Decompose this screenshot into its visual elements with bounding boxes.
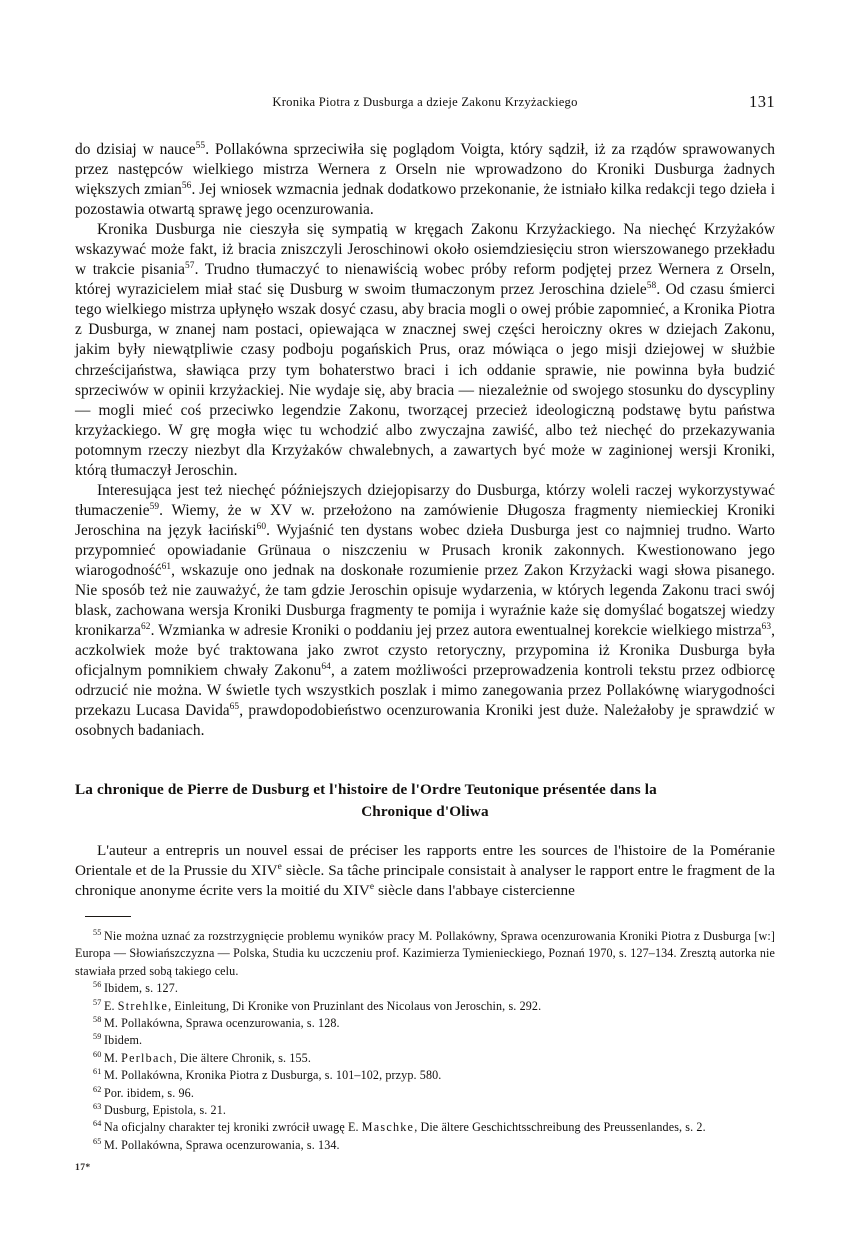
footnotes-list	[75, 928, 775, 1154]
footnote-text: E. Strehlke, Einleitung, Di Kronike von Pruzinlant des Nicolaus von Jeroschin, s. 292.	[104, 998, 542, 1013]
footnote-number: 60	[93, 1049, 102, 1059]
page-number: 131	[749, 92, 775, 111]
footnote-text: Ibidem.	[104, 1033, 143, 1048]
footnote-text: Ibidem, s. 127.	[104, 981, 179, 996]
summary-heading-line-2: Chronique d'Oliwa	[361, 803, 489, 820]
footnote-number: 65	[93, 1136, 102, 1146]
footnote-item	[75, 998, 775, 1015]
footnote-item	[75, 1067, 775, 1084]
footnote-item	[75, 1137, 775, 1154]
running-head-title: Kronika Piotra z Dusburga a dzieje Zakonu Krzyżackiego	[272, 95, 578, 109]
footnote-item	[75, 1050, 775, 1067]
summary-text	[75, 841, 775, 901]
running-head	[75, 92, 775, 115]
footnote-item	[75, 1119, 775, 1136]
footnote-number: 57	[93, 997, 102, 1007]
footnote-text: Por. ibidem, s. 96.	[104, 1085, 194, 1100]
footnote-text: Dusburg, Epistola, s. 21.	[104, 1103, 227, 1118]
footnote-text: Na oficjalny charakter tej kroniki zwrócił uwagę E. Maschke, Die ältere Geschichtsschreibung des Preussenlandes, s. 2.	[104, 1120, 706, 1135]
summary-paragraph: L'auteur a entrepris un nouvel essai de préciser les rapports entre les sources de l'histoire de la Poméranie Orientale et de la Prussie du XIVe siècle. Sa tâche principale consistait à analyser le rapport entre le fragment de la chronique anonyme écrite vers la moitié du XIVe siècle dans l'abbaye cistercienne	[75, 842, 775, 900]
footnote-number: 61	[93, 1067, 102, 1077]
footnote-number: 56	[93, 980, 102, 990]
footnote-text: M. Perlbach, Die ältere Chronik, s. 155.	[104, 1050, 311, 1065]
footnote-number: 58	[93, 1015, 102, 1024]
footnote-separator	[85, 916, 131, 917]
summary-heading	[75, 779, 775, 823]
footnote-item	[75, 928, 775, 980]
footnote-text: M. Pollakówna, Kronika Piotra z Dusburga, s. 101–102, przyp. 580.	[104, 1068, 442, 1083]
footnote-text: Nie można uznać za rozstrzygnięcie problemu wyników pracy M. Pollakówny, Sprawa ocenzurowania Kroniki Piotra z Dusburga [w:] Europa — Słowiańszczyzna — Polska, Studia ku uczczeniu prof. Kazimierza Tymienieckiego, Poznań 1970, s. 127–134. Zresztą autorka nie stawiała przed sobą takiego celu.	[75, 929, 775, 978]
paragraph: Interesująca jest też niechęć późniejszych dziejopisarzy do Dusburga, którzy woleli raczej wykorzystywać tłumaczenie$^{59}$. Wiemy, że w XV w. przełożono na zamówienie Długosza fragmenty niemieckiej Kroniki Jeroschina na język łaciński$^{60}$. Wyjaśnić ten dystans wobec dzieła Dusburga jest co najmniej trudno. Warto przypomnieć opowiadanie Grünaua o niszczeniu w Prusach kronik zakonnych. Kwestionowano jego wiarogodność$^{61}$, wskazuje ono jednak na doskonałe rozumienie przez Zakon Krzyżacki wagi słowa pisanego. Nie sposób też nie zauważyć, że tam gdzie Jeroschin opisuje wydarzenia, w których legenda Zakonu traci swój blask, zachowana wersja Kroniki Dusburga fragmenty te pomija i wyraźnie każe się domyślać bogatszej wiedzy kronikarza$^{62}$. Wzmianka w adresie Kroniki o poddaniu jej przez autora ewentualnej korekcie wielkiego mistrza$^{63}$, aczkolwiek może być traktowana jako zwrot czysto retoryczny, przypomina iż Kronika Dusburga była oficjalnym pomnikiem chwały Zakonu$^{64}$, a zatem możliwości przeprowadzenia kontroli tekstu przez odbiorcę odrzucić nie można. W świetle tych wszystkich poszlak i mimo zanegowania przez Pollakównę wiarygodności przekazu Lucasa Davida$^{65}$, prawdopodobieństwo ocenzurowania Kroniki jest duże. Należałoby je sprawdzić w osobnych badaniach.	[75, 481, 775, 740]
paragraph: Kronika Dusburga nie cieszyła się sympatią w kręgach Zakonu Krzyżackiego. Na niechęć Krzyżaków wskazywać może fakt, iż bracia zniszczyli Jeroschinowi około osiemdziesięciu stron wierszowanego przekładu w trakcie pisania$^{57}$. Trudno tłumaczyć to nienawiścią wobec próby reform podjętej przez Wernera z Orseln, której wyrazicielem miał stać się Dusburg w swoim tłumaczonym przez Jeroschina dziele$^{58}$. Od czasu śmierci tego wielkiego mistrza upłynęło wszak dosyć czasu, aby bracia mogli o owej próbie zapomnieć, a Kronika Piotra z Dusburga, w znanej nam postaci, opiewająca w znacznej swej części heroiczny okres w dziejach Zakonu, jakim były niewątpliwie czasy podboju pogańskich Prus, oraz mówiąca o jego misji dziejowej w służbie chrześcijaństwa, sławiąca przy tym bohaterstwo braci i ich oddanie sprawie, nie powinna była budzić sprzeciwów w opinii krzyżackiej. Nie wydaje się, aby bracia — niezależnie od swojego stosunku do dyscypliny — mogli mieć coś przeciwko legendzie Zakonu, tworzącej przecież ideologiczną podstawę bytu państwa krzyżackiego. W grę mogła więc tu wchodzić albo zwyczajna zawiść, albo też niechęć do przekazywania potomnym rzeczy niezbyt dla Krzyżaków chwalebnych, a zawartych być może w zaginionej wersji Kroniki, którą tłumaczył Jeroschin.	[75, 221, 775, 479]
footnote-text: M. Pollakówna, Sprawa ocenzurowania, s. 134.	[104, 1137, 340, 1152]
paragraph: do dzisiaj w nauce$^{55}$. Pollakówna sprzeciwiła się poglądom Voigta, który sądził, iż za rządów sprawowanych przez następców wielkiego mistrza Wernera z Orseln nie wprowadzono do Kroniki Dusburga żadnych większych zmian$^{56}$. Jej wniosek wzmacnia jednak dodatkowo przekonanie, że istniało kilka redakcji tego dzieła i pozostawia otwartą sprawę jego ocenzurowania.	[75, 140, 776, 219]
footnote-number: 62	[93, 1084, 102, 1094]
footnote-number: 63	[93, 1102, 102, 1112]
summary-heading-line-1: La chronique de Pierre de Dusburg et l'histoire de l'Ordre Teutonique présentée dans la	[75, 781, 657, 798]
footnote-number: 64	[93, 1119, 102, 1129]
footnote-text: M. Pollakówna, Sprawa ocenzurowania, s. 128.	[104, 1016, 340, 1031]
footnote-item	[75, 1032, 775, 1049]
footnote-number: 55	[93, 927, 102, 937]
signature-mark: 17*	[75, 1162, 91, 1173]
footnote-item	[75, 1015, 775, 1032]
body-text	[75, 140, 775, 741]
footnote-item	[75, 1102, 775, 1119]
footnote-item	[75, 1085, 775, 1102]
footnote-number: 59	[93, 1032, 102, 1042]
footnote-item	[75, 980, 775, 997]
